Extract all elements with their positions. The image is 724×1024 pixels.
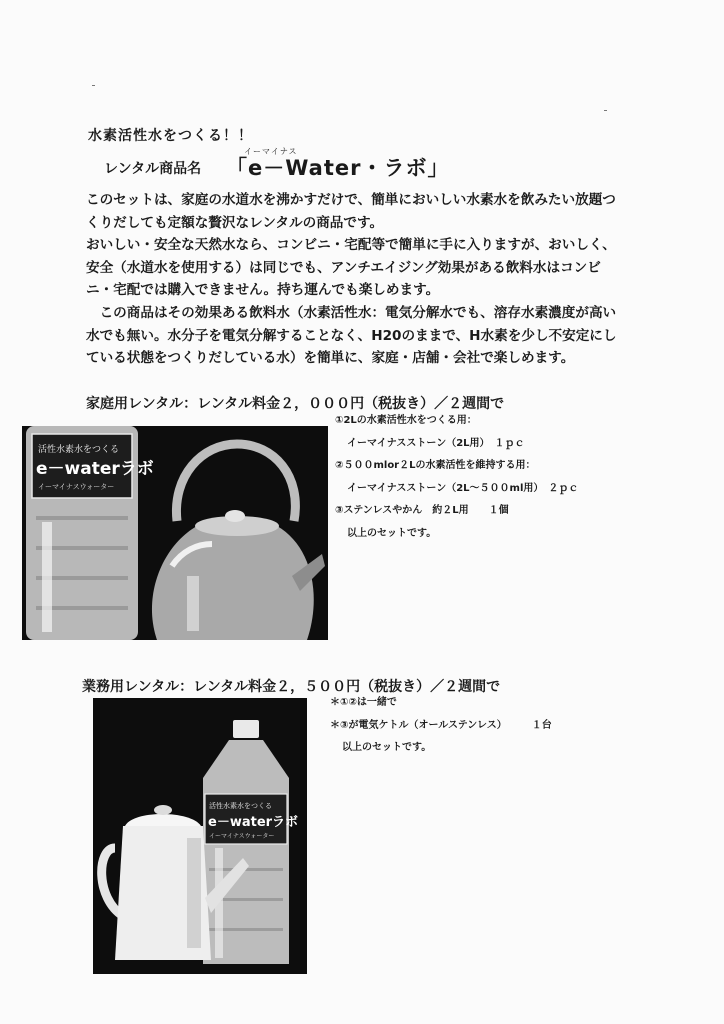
bottle-label-text: イーマイナスウォーター [38, 483, 115, 491]
home-rental-items [335, 410, 578, 545]
bottle-label-logo: e－waterラボ [208, 815, 299, 830]
paragraph: この商品はその効果ある飲料水（水素活性水：電気分解水でも、溶存水素濃度が高い水でも無い。水分子を電気分解することなく、H20のままで、H水素を少し不安定にしている状態をつくりだしている水）を簡単に、家庭・店舗・会社で楽しめます。 [86, 304, 617, 367]
item-line: ②５００mlor２Lの水素活性を維持する用： [335, 460, 536, 471]
bottle-label-text: 活性水素水をつくる [209, 802, 272, 810]
item-line: 以上のセットです。 [347, 527, 437, 539]
item-line: ③ステンレスやかん 約２L用 １個 [335, 505, 509, 516]
product-name: 「e－Water・ラボ」 [226, 156, 450, 180]
scan-speck [92, 85, 95, 86]
bottle-label-text: 活性水素水をつくる [38, 445, 120, 455]
item-line: 以上のセットです。 [342, 742, 432, 753]
item-line: ＊①②は一緒で [330, 697, 397, 708]
item-line: ①2Lの水素活性水をつくる用： [335, 415, 477, 426]
bottle-label-text: イーマイナスウォーター [209, 833, 275, 840]
scan-speck [604, 110, 607, 111]
item-line: イーマイナスストーン（2L用） １ｐｃ [347, 437, 525, 449]
item-line: イーマイナスストーン（2L～５００ml用） ２ｐｃ [347, 482, 579, 494]
business-rental-items [330, 692, 552, 760]
business-rental-title: 業務用レンタル：レンタル料金２，５００円（税抜き）／２週間で [82, 679, 501, 695]
bottle-label-logo: e－waterラボ [36, 459, 154, 479]
water-bottle-image [26, 426, 154, 640]
business-photo-illustration [93, 698, 307, 974]
page-heading: 水素活性水をつくる！！ [88, 128, 253, 144]
product-ruby: イーマイナス [244, 147, 298, 156]
home-rental-title: 家庭用レンタル：レンタル料金２，０００円（税抜き）／２週間で [86, 396, 505, 412]
business-rental-photo [93, 698, 307, 974]
description [86, 189, 626, 370]
item-line: ＊③が電気ケトル（オールステンレス） １台 [330, 719, 552, 731]
home-rental-photo [22, 426, 328, 640]
paragraph: このセットは、家庭の水道水を沸かすだけで、簡単においしい水素水を飲みたい放題つくりだしても定額な贅沢なレンタルの商品です。 [86, 192, 616, 231]
paragraph: おいしい・安全な天然水なら、コンビニ・宅配等で簡単に手に入りますが、おいしく、安全（水道水を使用する）は同じでも、アンチエイジング効果がある飲料水はコンビニ・宅配では購入できません。持ち運んでも楽しめます。 [86, 237, 616, 299]
product-label: レンタル商品名 [104, 161, 202, 177]
home-photo-illustration [22, 426, 328, 640]
